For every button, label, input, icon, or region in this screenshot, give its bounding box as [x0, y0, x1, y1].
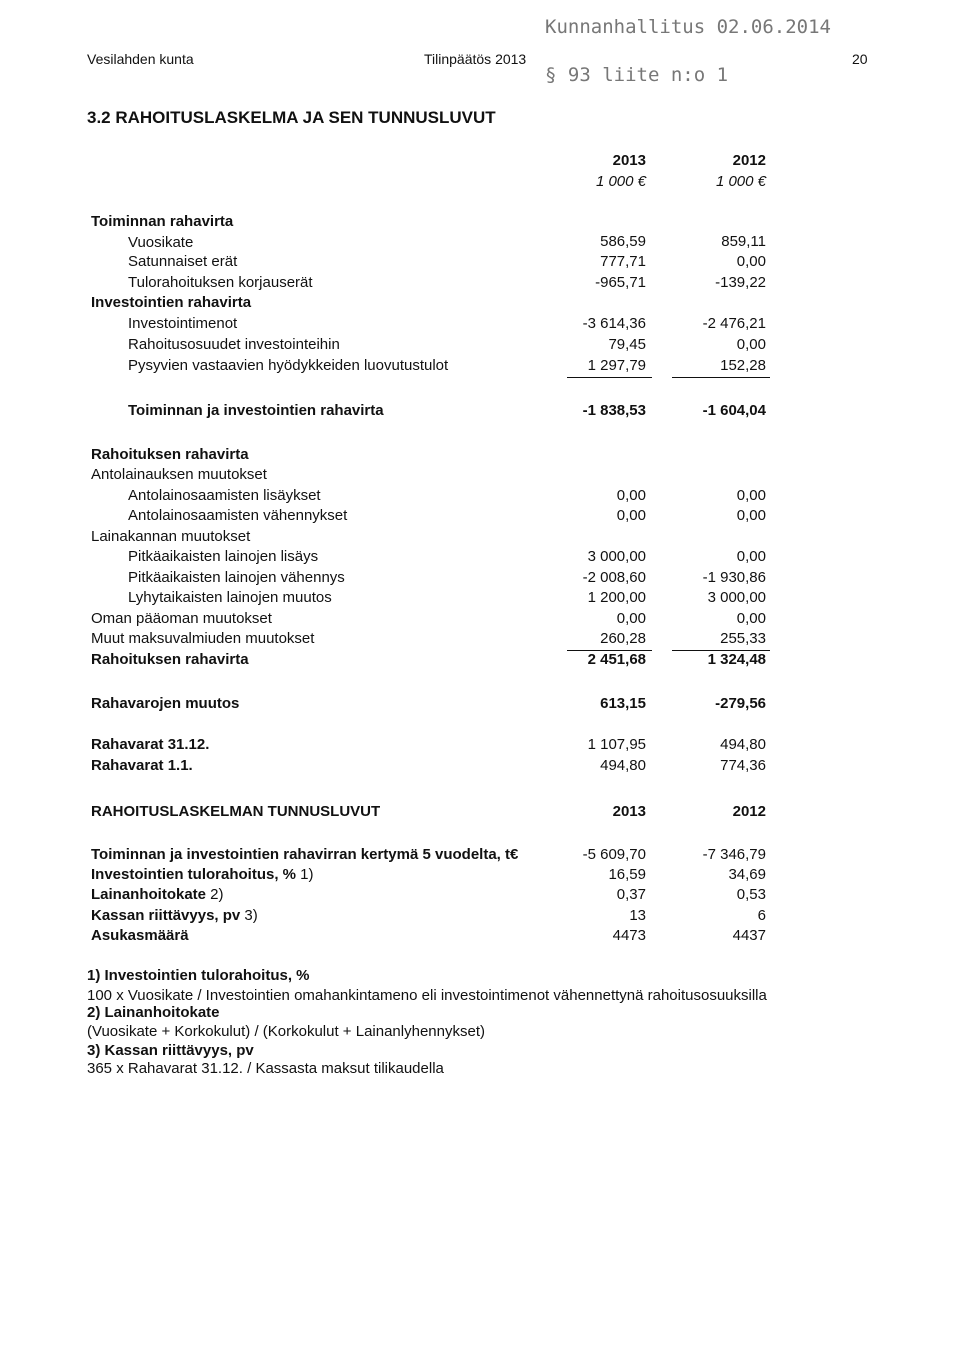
- subtotal-rule: [672, 377, 770, 378]
- value-2013: -2 008,60: [582, 569, 646, 586]
- value-2013: 2 451,68: [587, 651, 646, 668]
- total-label: Toiminnan ja investointien rahavirta: [128, 402, 384, 419]
- row-label: Pitkäaikaisten lainojen vähennys: [128, 569, 345, 586]
- value-2012: 0,00: [736, 253, 766, 270]
- value-2012: -2 476,21: [702, 315, 766, 332]
- appendix-stamp: § 93 liite n:o 1: [545, 64, 729, 86]
- kpi-year-2013: 2013: [612, 803, 646, 820]
- section-label: Investointien rahavirta: [91, 294, 252, 311]
- value-2013: 777,71: [600, 253, 646, 270]
- column-year-2012: 2012: [732, 152, 766, 169]
- kpi-row-label: Investointien tulorahoitus, % 1): [91, 866, 314, 883]
- kpi-value-2012: 4437: [732, 927, 766, 944]
- value-2012: -279,56: [715, 695, 766, 712]
- row-label: Vuosikate: [128, 234, 194, 251]
- value-2013: 0,00: [616, 487, 646, 504]
- footnote-text: 365 x Rahavarat 31.12. / Kassasta maksut tilikaudella: [87, 1060, 444, 1077]
- row-label: Rahavarat 31.12.: [91, 736, 210, 753]
- footnote-text: 100 x Vuosikate / Investointien omahankintameno eli investointimenot vähennettynä rahoitusosuuksilla: [87, 987, 767, 1004]
- row-label: Antolainosaamisten lisäykset: [128, 487, 321, 504]
- value-2013: -3 614,36: [582, 315, 646, 332]
- value-2013: 0,00: [616, 507, 646, 524]
- value-2013: -1 838,53: [582, 402, 646, 419]
- value-2013: 3 000,00: [587, 548, 646, 565]
- kpi-row-label: Toiminnan ja investointien rahavirran kertymä 5 vuodelta, t€: [91, 846, 519, 863]
- footnote-heading: 3) Kassan riittävyys, pv: [87, 1042, 254, 1059]
- value-2013: 260,28: [600, 630, 646, 647]
- kpi-year-2012: 2012: [732, 803, 766, 820]
- row-label: Rahavarat 1.1.: [91, 757, 193, 774]
- section-label: Rahoituksen rahavirta: [91, 446, 249, 463]
- kpi-value-2013: 4473: [612, 927, 646, 944]
- municipality-name: Vesilahden kunta: [87, 51, 194, 67]
- total-label: Rahoituksen rahavirta: [91, 651, 249, 668]
- page-number: 20: [852, 51, 868, 67]
- row-label: Rahoitusosuudet investointeihin: [128, 336, 340, 353]
- value-2012: -1 604,04: [702, 402, 766, 419]
- row-label: Toiminnan rahavirta: [91, 213, 234, 230]
- row-label: Pitkäaikaisten lainojen lisäys: [128, 548, 319, 565]
- subtotal-rule: [567, 377, 652, 378]
- value-2012: 774,36: [720, 757, 766, 774]
- row-label: Investointimenot: [128, 315, 238, 332]
- subsection-label: Lainakannan muutokset: [91, 528, 251, 545]
- meeting-stamp: Kunnanhallitus 02.06.2014: [545, 16, 831, 38]
- value-2013: -965,71: [595, 274, 646, 291]
- kpi-value-2013: 16,59: [608, 866, 646, 883]
- value-2013: 586,59: [600, 233, 646, 250]
- value-2012: 0,00: [736, 336, 766, 353]
- row-label: Lyhytaikaisten lainojen muutos: [128, 589, 332, 606]
- value-2013: 79,45: [608, 336, 646, 353]
- column-year-2013: 2013: [612, 152, 646, 169]
- column-unit-2013: 1 000 €: [595, 173, 646, 190]
- value-2012: 0,00: [736, 548, 766, 565]
- value-2012: -1 930,86: [702, 569, 766, 586]
- value-2013: 1 200,00: [587, 589, 646, 606]
- row-label: Satunnaiset erät: [128, 253, 238, 270]
- table-row: [128, 233, 194, 253]
- value-2012: -139,22: [715, 274, 766, 291]
- row-label: Antolainosaamisten vähennykset: [128, 507, 348, 524]
- value-2013: 613,15: [600, 695, 646, 712]
- value-2012: 0,00: [736, 507, 766, 524]
- kpi-row-label: Lainanhoitokate 2): [91, 886, 224, 903]
- value-2013: 494,80: [600, 757, 646, 774]
- value-2012: 1 324,48: [707, 651, 766, 668]
- kpi-value-2012: -7 346,79: [702, 846, 766, 863]
- kpi-row-label: Kassan riittävyys, pv 3): [91, 907, 258, 924]
- value-2012: 255,33: [720, 630, 766, 647]
- value-2013: 0,00: [616, 610, 646, 627]
- kpi-value-2012: 6: [757, 907, 766, 924]
- value-2012: 494,80: [720, 736, 766, 753]
- row-label: Muut maksuvalmiuden muutokset: [91, 630, 315, 647]
- document-name: Tilinpäätös 2013: [424, 51, 527, 67]
- column-unit-2012: 1 000 €: [715, 173, 766, 190]
- kpi-value-2013: 13: [629, 907, 646, 924]
- row-label: Pysyvien vastaavien hyödykkeiden luovutustulot: [128, 357, 449, 374]
- kpi-value-2013: -5 609,70: [582, 846, 646, 863]
- footnote-heading: 1) Investointien tulorahoitus, %: [87, 967, 310, 984]
- page-title: 3.2 RAHOITUSLASKELMA JA SEN TUNNUSLUVUT: [87, 108, 496, 127]
- value-2012: 0,00: [736, 487, 766, 504]
- kpi-value-2012: 0,53: [736, 886, 766, 903]
- total-label: Rahavarojen muutos: [91, 695, 240, 712]
- value-2012: 152,28: [720, 357, 766, 374]
- kpi-value-2013: 0,37: [616, 886, 646, 903]
- value-2012: 859,11: [721, 233, 766, 250]
- value-2013: 1 107,95: [587, 736, 646, 753]
- value-2012: 3 000,00: [707, 589, 766, 606]
- row-label: Tulorahoituksen korjauserät: [128, 274, 313, 291]
- kpi-heading: RAHOITUSLASKELMAN TUNNUSLUVUT: [91, 803, 381, 820]
- subsection-label: Antolainauksen muutokset: [91, 466, 267, 483]
- kpi-row-label: Asukasmäärä: [91, 927, 189, 944]
- value-2013: 1 297,79: [587, 357, 646, 374]
- value-2012: 0,00: [736, 610, 766, 627]
- footnote-text: (Vuosikate + Korkokulut) / (Korkokulut + Lainanlyhennykset): [87, 1023, 485, 1040]
- kpi-value-2012: 34,69: [728, 866, 766, 883]
- row-label: Oman pääoman muutokset: [91, 610, 272, 627]
- footnote-heading: 2) Lainanhoitokate: [87, 1004, 220, 1021]
